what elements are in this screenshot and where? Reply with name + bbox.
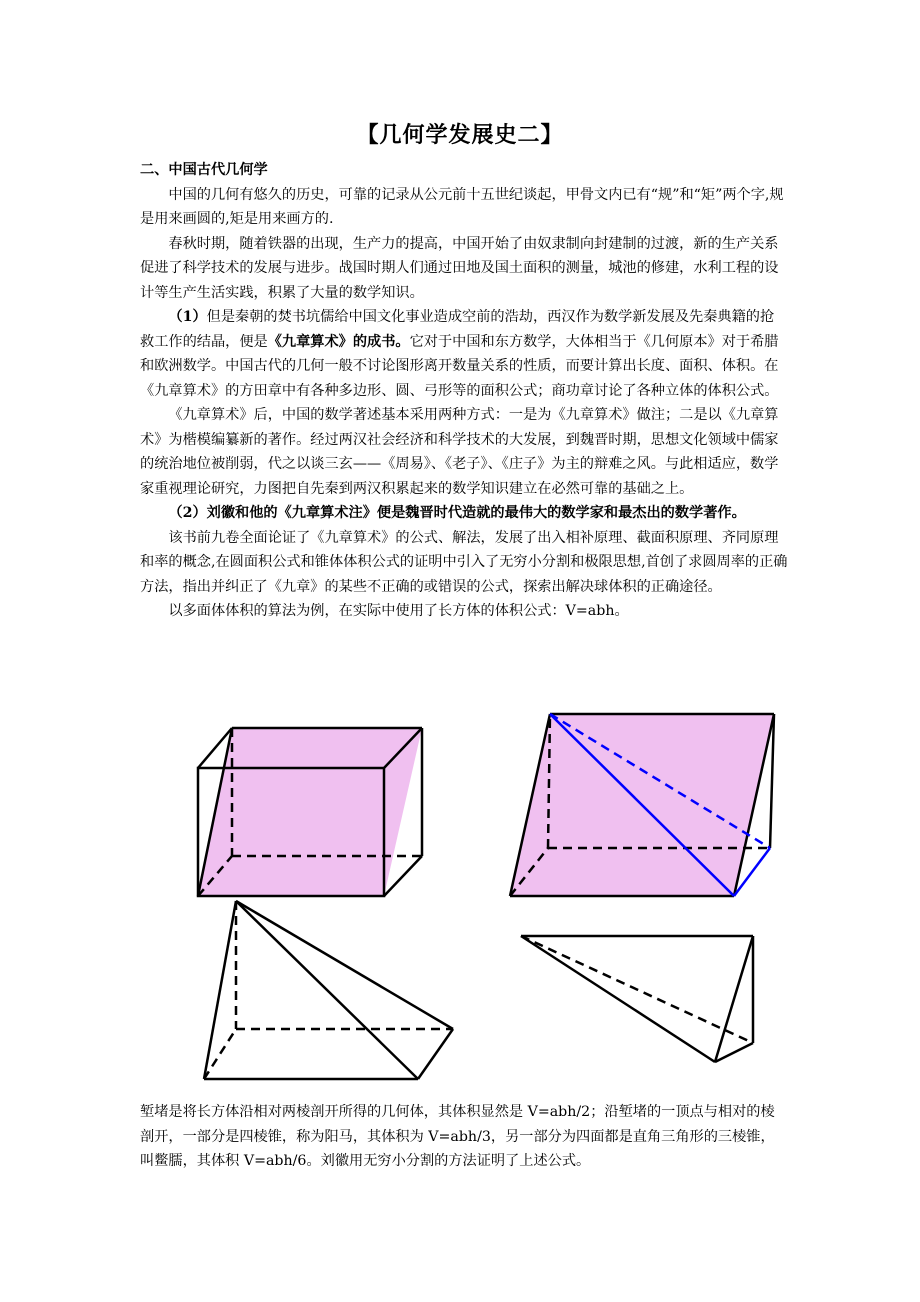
paragraph-3-text-a: 但是秦朝的焚书坑儒给中国文化事业造成空前的浩劫，西汉作为数学新发展及先秦典籍的抢救工作的结晶，便是 (140, 309, 775, 350)
paragraph-3-number: （1） (168, 309, 207, 325)
edge (236, 901, 418, 1079)
paragraph-2: 春秋时期，随着铁器的出现，生产力的提高，中国开始了由奴隶制向封建制的过渡，新的生产关系促进了科学技术的发展与进步。战国时期人们通过田地及国土面积的测量，城池的修建，水利工程的设计等生产生活实践，积累了大量的数学知识。 (140, 235, 779, 301)
paragraph-3 (140, 305, 788, 403)
paragraph-8: 堑堵是将长方体沿相对两棱剖开所得的几何体，其体积显然是 V=abh/2；沿堑堵的一顶点与相对的棱剖开，一部分是四棱锥，称为阳马，其体积为 V=abh/3，另一部分为四面都是直角三角形的三棱锥，叫鳖臑，其体积 V=abh/6。刘徽用无穷小分割的方法证明了上述公式。 (140, 1104, 775, 1169)
edge (418, 1029, 453, 1079)
figure-bienao (515, 928, 765, 1068)
paragraph-4: 《九章算术》后，中国的数学著述基本采用两种方式：一是为《九章算术》做注；二是以《九章算术》为楷模编纂新的著作。经过两汉社会经济和科学技术的大发展，到魏晋时期，思想文化领域中儒家的统治地位被削弱，代之以谈三玄——《周易》、《老子》、《庄子》为主的辩难之风。与此相适应，数学家重视理论研究，力图把自先秦到两汉积累起来的数学知识建立在必然可靠的基础之上。 (140, 407, 779, 497)
paragraph-1: 中国的几何有悠久的历史，可靠的记录从公元前十五世纪谈起，甲骨文内已有“规”和“矩”两个字,规是用来画圆的,矩是用来画方的. (140, 186, 784, 227)
paragraph-3-text-b: 它对于中国和东方数学，大体相当于《几何原本》对于希腊和欧洲数学。中国古代的几何一般不讨论图形离开数量关系的性质，而要计算出长度、面积、体积。在《九章算术》的方田章中有各种多边形、圆、弓形等的面积公式；商功章讨论了各种立体的体积公式。 (140, 333, 779, 399)
figure-yangma (198, 895, 460, 1085)
paragraph-5: （2）刘徽和他的《九章算术注》便是魏晋时代造就的最伟大的数学家和最杰出的数学著作。 (168, 505, 746, 521)
section-heading: 二、中国古代几何学 (140, 162, 268, 178)
hidden-edge (521, 936, 753, 1043)
figure-cuboid-cut (190, 720, 440, 902)
edge (715, 936, 753, 1062)
paragraph-6: 该书前九卷全面论证了《九章算术》的公式、解法，发展了出入相补原理、截面积原理、齐同原理和率的概念,在圆面积公式和锥体体积公式的证明中引入了无穷小分割和极限思想,首创了求圆周率的正确方法，指出并纠正了《九章》的某些不正确的或错误的公式，探索出解决球体积的正确途径。 (140, 529, 788, 595)
page-title: 【几何学发展史二】 (356, 122, 564, 148)
article-body (140, 158, 788, 624)
paragraph-7: 以多面体体积的算法为例，在实际中使用了长方体的体积公式：V=abh。 (168, 603, 629, 619)
edge (521, 936, 715, 1062)
edge (236, 901, 453, 1029)
conclusion (140, 1100, 788, 1174)
figure-qiandu (500, 708, 785, 902)
paragraph-3-emphasis: 《九章算术》的成书。 (267, 333, 410, 350)
